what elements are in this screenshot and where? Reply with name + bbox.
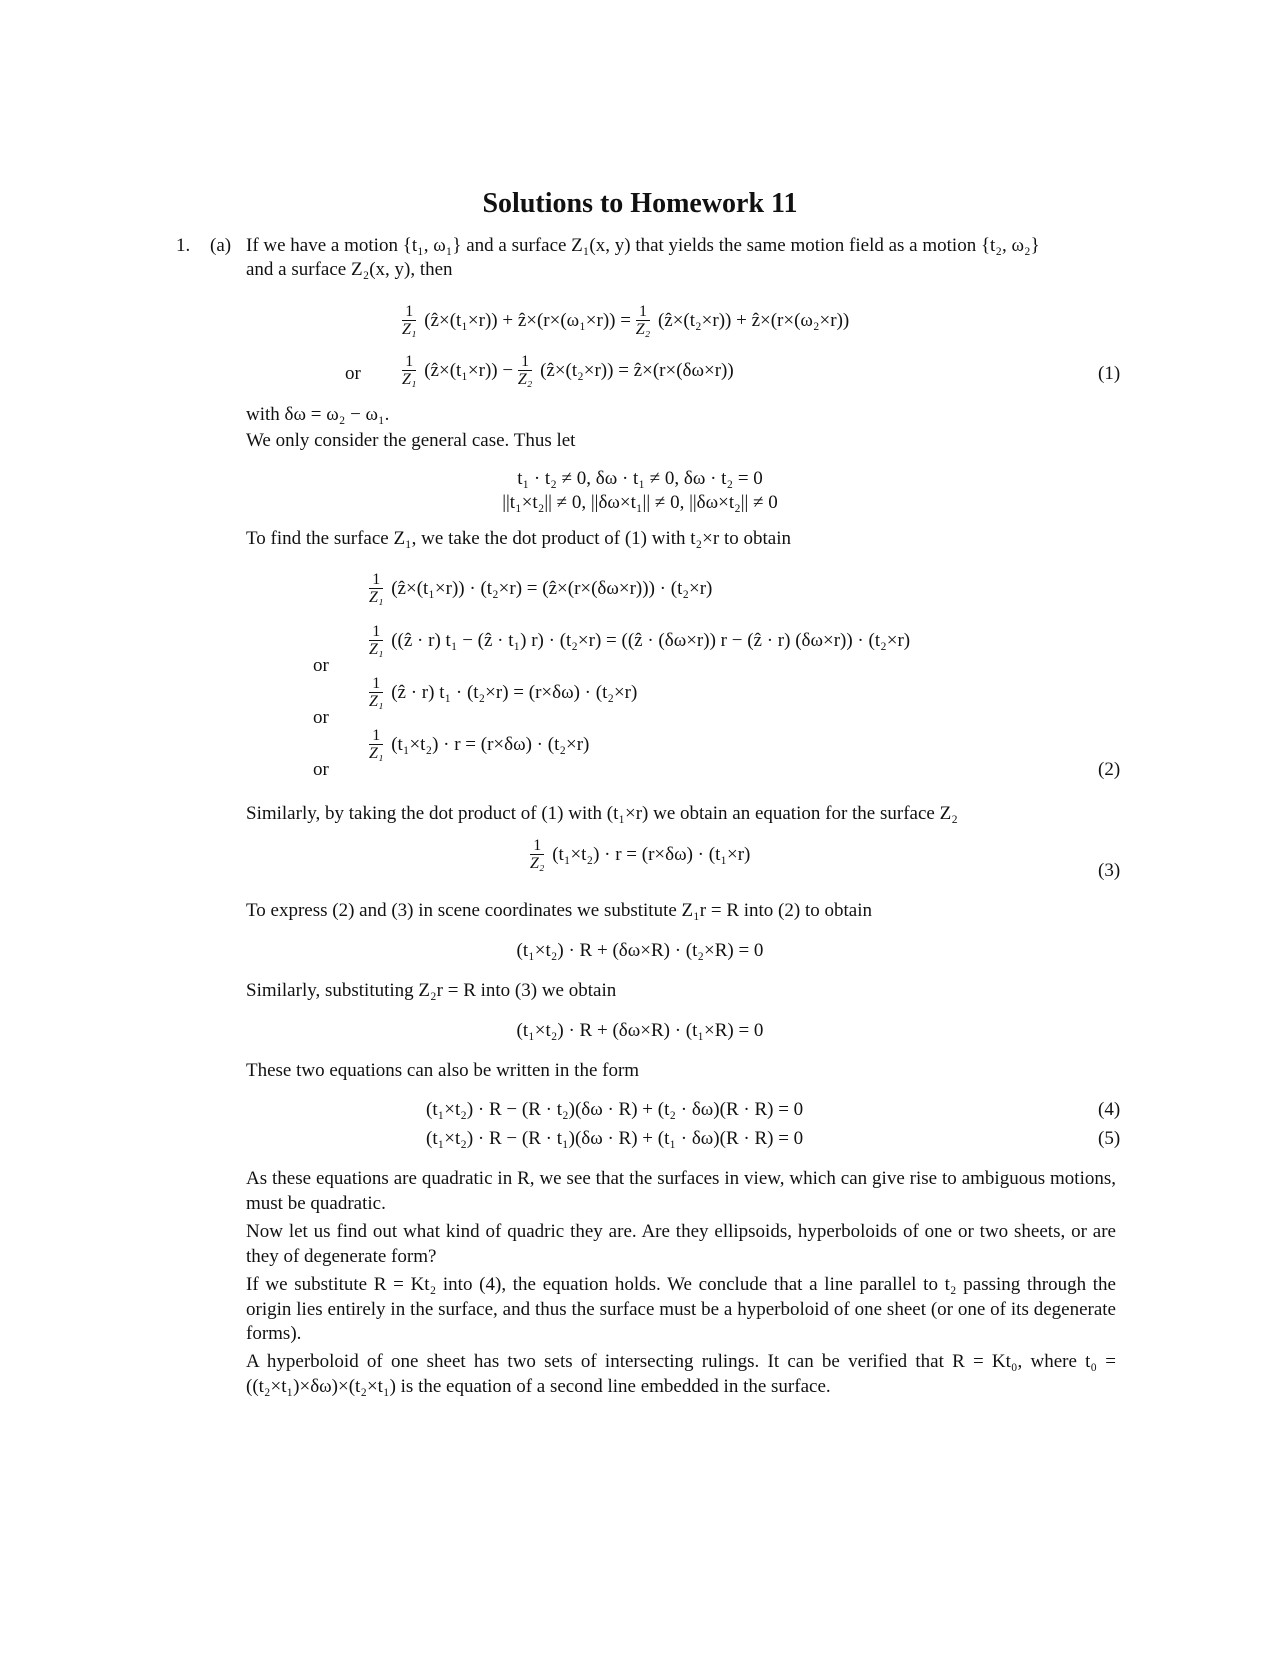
- equation-d2: (t₁×t₂) · R + (δω×R) · (t₁×R) = 0: [516, 1020, 764, 1041]
- equation-c1: $\frac{1}{\text{Z₂}}$ (t₁×t₂) · r = (r×δω) · (t₁×r): [530, 837, 751, 872]
- or-label: or: [313, 759, 329, 780]
- or-label: or: [313, 655, 329, 676]
- equation-b4: $\frac{1}{\text{Z₁}}$ (t₁×t₂) · r = (r×δω) · (t₂×r): [369, 727, 590, 762]
- equation-label-3: (3): [1098, 860, 1121, 881]
- equation-label-1: (1): [1098, 363, 1121, 384]
- find-z1-text: To find the surface Z₁, we take the dot product of (1) with t₂×r to obtain: [246, 528, 791, 549]
- paragraph-substitute: If we substitute R = Kt₂ into (4), the equation holds. We conclude that a line parallel to t₂ passing through the origin lies entirely in the surface, and thus the surface must be a hyperboloid of one sheet (or one of its degenerate forms).: [246, 1274, 1116, 1344]
- equation-a2-right: (ẑ×(t₂×r)) = ẑ×(r×(δω×r)): [540, 359, 734, 381]
- equation-a1: $\frac{1}{\text{Z₁}}$ (ẑ×(t₁×r)) + ẑ×(r×(ω₁×r)) = $\frac{1}{\text{Z₂}}$ (ẑ×(t₂×r)) + ẑ×(r×(ω₂×r)): [402, 303, 850, 338]
- equation-b2: $\frac{1}{\text{Z₁}}$ ((ẑ · r) t₁ − (ẑ · t₁) r) · (t₂×r) = ((ẑ · (δω×r)) r − (ẑ · r) (δω×r)) · (t₂×r): [369, 623, 911, 658]
- condition-row-2: ||t₁×t₂|| ≠ 0, ||δω×t₁|| ≠ 0, ||δω×t₂|| ≠ 0: [502, 492, 778, 513]
- paragraph-kind: Now let us find out what kind of quadric they are. Are they ellipsoids, hyperboloids of one or two sheets, or are they of degenerate form?: [246, 1221, 1116, 1267]
- with-delta-text: with δω = ω₂ − ω₁.: [246, 404, 390, 425]
- equation-4: (t₁×t₂) · R − (R · t₂)(δω · R) + (t₂ · δω)(R · R) = 0: [426, 1099, 804, 1120]
- equation-b3: $\frac{1}{\text{Z₁}}$ (ẑ · r) t₁ · (t₂×r) = (r×δω) · (t₂×r): [369, 675, 638, 710]
- similarly-substitute-text: Similarly, substituting Z₂r = R into (3) we obtain: [246, 980, 617, 1001]
- part-label: (a): [210, 235, 232, 256]
- two-equations-text: These two equations can also be written in the form: [246, 1060, 640, 1081]
- equation-label-2: (2): [1098, 759, 1121, 780]
- equation-a2-left: (ẑ×(t₁×r)) −: [424, 359, 514, 381]
- equation-label-4: (4): [1098, 1099, 1121, 1120]
- paragraph-hyperboloid: A hyperboloid of one sheet has two sets of intersecting rulings. It can be verified that R = Kt₀, where t₀ = ((t₂×t₁)×δω)×(t₂×t₁) is the equation of a second line embedded in the surface.: [246, 1351, 1116, 1397]
- equation-a1-left: (ẑ×(t₁×r)) + ẑ×(r×(ω₁×r)) =: [424, 309, 631, 331]
- page-title: Solutions to Homework 11: [482, 188, 798, 219]
- express-text: To express (2) and (3) in scene coordinates we substitute Z₁r = R into (2) to obtain: [246, 900, 872, 921]
- similarly-z2-text: Similarly, by taking the dot product of (1) with (t₁×r) we obtain an equation for the surface Z₂: [246, 803, 958, 824]
- condition-row-1: t₁ · t₂ ≠ 0, δω · t₁ ≠ 0, δω · t₂ = 0: [517, 468, 763, 489]
- equation-a2: $\frac{1}{\text{Z₁}}$ (ẑ×(t₁×r)) − $\frac{1}{\text{Z₂}}$ (ẑ×(t₂×r)) = ẑ×(r×(δω×r)): [402, 353, 734, 388]
- equation-a1-right: (ẑ×(t₂×r)) + ẑ×(r×(ω₂×r)): [657, 309, 850, 331]
- or-label: or: [345, 363, 361, 384]
- paragraph-quadratic: As these equations are quadratic in R, we see that the surfaces in view, which can give rise to ambiguous motions, must be quadratic.: [246, 1168, 1116, 1214]
- problem-number: 1.: [176, 235, 191, 256]
- intro-line-1: If we have a motion {t₁, ω₁} and a surface Z₁(x, y) that yields the same motion field as a motion {t₂, ω₂}: [246, 235, 1040, 256]
- or-label: or: [313, 707, 329, 728]
- equation-label-5: (5): [1098, 1128, 1121, 1149]
- equation-d1: (t₁×t₂) · R + (δω×R) · (t₂×R) = 0: [516, 940, 764, 961]
- equation-b1: $\frac{1}{\text{Z₁}}$ (ẑ×(t₁×r)) · (t₂×r) = (ẑ×(r×(δω×r))) · (t₂×r): [369, 571, 713, 606]
- equation-5: (t₁×t₂) · R − (R · t₁)(δω · R) + (t₁ · δω)(R · R) = 0: [426, 1128, 804, 1149]
- intro-line-2: and a surface Z₂(x, y), then: [246, 259, 453, 280]
- general-case-text: We only consider the general case. Thus let: [246, 430, 576, 451]
